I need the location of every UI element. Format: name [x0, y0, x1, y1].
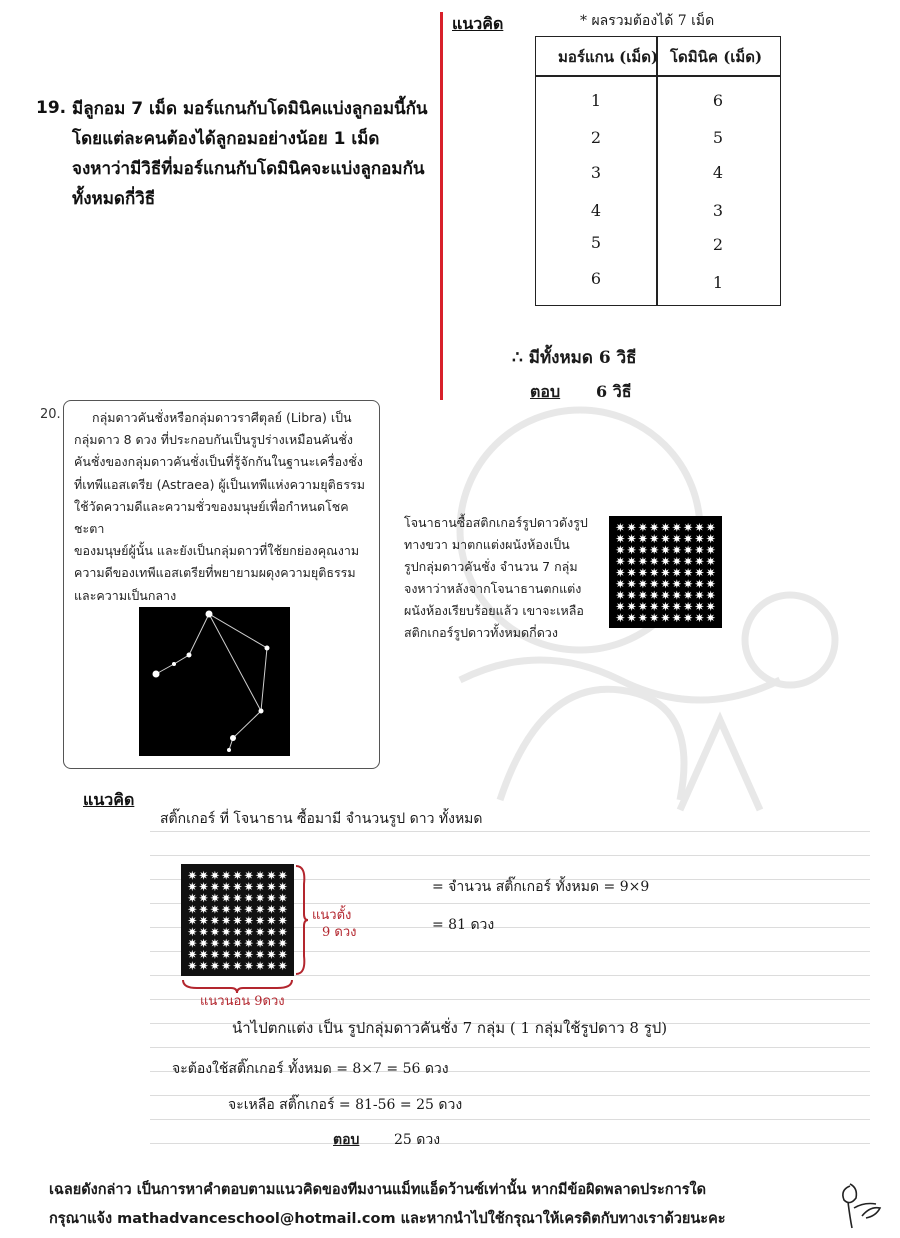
- question-20-line: จงหาว่าหลังจากโจนาธานตกแต่ง: [404, 581, 582, 596]
- table-cell: 2: [712, 235, 724, 254]
- footer-disclaimer: เฉลยดังกล่าว เป็นการหาคำตอบตามแนวคิดของทีมงานแม็ทแอ็ดว้านซ์เท่านั้น หากมีข้อผิดพลาดประการใด: [49, 1182, 707, 1198]
- vertical-label-1: แนวตั้ง: [312, 908, 352, 923]
- footer-contact: กรุณาแจ้ง mathadvanceschool@hotmail.com และหากนำไปใช้กรุณาให้เครดิตกับทางเราด้วยนะคะ: [49, 1211, 726, 1227]
- passage-line: กลุ่มดาว 8 ดวง ที่ประกอบกันเป็นรูปร่างเหมือนคันชั่ง: [74, 432, 353, 448]
- question-19-line: มีลูกอม 7 เม็ด มอร์แกนกับโดมินิคแบ่งลูกอมนี้กัน: [72, 99, 428, 119]
- answer-value-19: 6 วิธี: [596, 382, 632, 401]
- table-cell: 6: [590, 269, 602, 288]
- question-20-passage-box: [63, 400, 380, 769]
- solution-20-eq2: = 81 ดวง: [432, 917, 495, 933]
- table-cell: 1: [590, 91, 602, 110]
- solution-19-conclusion: ∴ มีทั้งหมด 6 วิธี: [512, 348, 637, 368]
- table-cell: 3: [712, 201, 724, 220]
- passage-line: กลุ่มดาวคันชั่งหรือกลุ่มดาวราศีตุลย์ (Libra) เป็น: [92, 410, 352, 425]
- table-cell: 5: [590, 233, 602, 252]
- table-cell: 6: [712, 91, 724, 110]
- question-19-line: จงหาว่ามีวิธีที่มอร์แกนกับโดมินิคจะแบ่งลูกอมกัน: [72, 159, 425, 179]
- approach-label-20: แนวคิด: [83, 790, 135, 809]
- solution-20-line4: จะเหลือ สติ๊กเกอร์ = 81-56 = 25 ดวง: [228, 1097, 463, 1113]
- solution-20-eq1: = จำนวน สติ๊กเกอร์ ทั้งหมด = 9×9: [432, 879, 650, 895]
- question-20-line: ผนังห้องเรียบร้อยแล้ว เขาจะเหลือ: [404, 603, 584, 618]
- question-19-text: [72, 94, 432, 214]
- passage-line: คันชั่งของกลุ่มดาวคันชั่งเป็นที่รู้จักกันในฐานะเครื่องชั่ง: [74, 454, 363, 470]
- question-20-line: โจนาธานซื้อสติกเกอร์รูปดาวดังรูป: [404, 515, 588, 530]
- solution-20-line3: จะต้องใช้สติ๊กเกอร์ ทั้งหมด = 8×7 = 56 ดวง: [172, 1061, 449, 1077]
- question-20-line: รูปกลุ่มดาวคันชั่ง จำนวน 7 กลุ่ม: [404, 559, 578, 574]
- table-cell: 4: [590, 201, 602, 220]
- solution-20-line1: สติ๊กเกอร์ ที่ โจนาธาน ซื้อมามี จำนวนรูป ดาว ทั้งหมด: [160, 811, 483, 827]
- question-20-number: 20.: [40, 407, 61, 422]
- question-20-line: สติกเกอร์รูปดาวทั้งหมดกี่ดวง: [404, 625, 558, 640]
- star-stickers-grid: [181, 864, 294, 976]
- solution-19-note: * ผลรวมต้องได้ 7 เม็ด: [580, 13, 715, 29]
- answer-value-20: 25 ดวง: [394, 1132, 441, 1148]
- vertical-label-2: 9 ดวง: [322, 925, 357, 940]
- table-cell: 1: [712, 273, 724, 292]
- approach-label-19: แนวคิด: [452, 14, 504, 33]
- table-header-dominic: โดมินิค (เม็ด): [670, 48, 763, 66]
- passage-line: ของมนุษย์ผู้นั้น และยังเป็นกลุ่มดาวที่ใช้ยกย่องคุณงาม: [74, 543, 360, 559]
- question-20-line: ทางขวา มาตกแต่งผนังห้องเป็น: [404, 537, 570, 552]
- answer-label-20: ตอบ: [333, 1132, 360, 1148]
- answer-label-19: ตอบ: [530, 382, 561, 401]
- question-19-number: 19.: [36, 98, 67, 118]
- table-cell: 2: [590, 128, 602, 147]
- question-19-line: โดยแต่ละคนต้องได้ลูกอมอย่างน้อย 1 เม็ด: [72, 129, 380, 149]
- table-cell: 5: [712, 128, 724, 147]
- divider-line: [440, 12, 443, 400]
- signature-mark: [828, 1172, 894, 1232]
- question-19-line: ทั้งหมดกี่วิธี: [72, 189, 156, 209]
- passage-line: และความเป็นกลาง: [74, 587, 177, 603]
- table-header-morgan: มอร์แกน (เม็ด): [558, 48, 659, 66]
- libra-constellation-image: [139, 607, 290, 756]
- vertical-bracket: [294, 864, 308, 976]
- table-cell: 4: [712, 163, 724, 182]
- question-20-text: [404, 512, 604, 644]
- passage-line: ใช้วัดความดีและความชั่วของมนุษย์เพื่อกำหนดโชคชะตา: [74, 498, 349, 537]
- question-20-passage: [74, 407, 366, 607]
- solution-19-table: [535, 36, 781, 306]
- horizontal-label: แนวนอน 9ดวง: [200, 994, 285, 1009]
- passage-line: ที่เทพีแอสเตรีย (Astraea) ผู้เป็นเทพีแห่งความยุติธรรม: [74, 476, 366, 492]
- passage-line: ความดีของเทพีแอสเตรียที่พยายามผดุงความยุติธรรม: [74, 565, 356, 581]
- table-cell: 3: [590, 163, 602, 182]
- star-stickers-image: [609, 516, 722, 628]
- solution-20-line2: นำไปตกแต่ง เป็น รูปกลุ่มดาวคันชั่ง 7 กลุ่ม ( 1 กลุ่มใช้รูปดาว 8 รูป): [232, 1019, 668, 1037]
